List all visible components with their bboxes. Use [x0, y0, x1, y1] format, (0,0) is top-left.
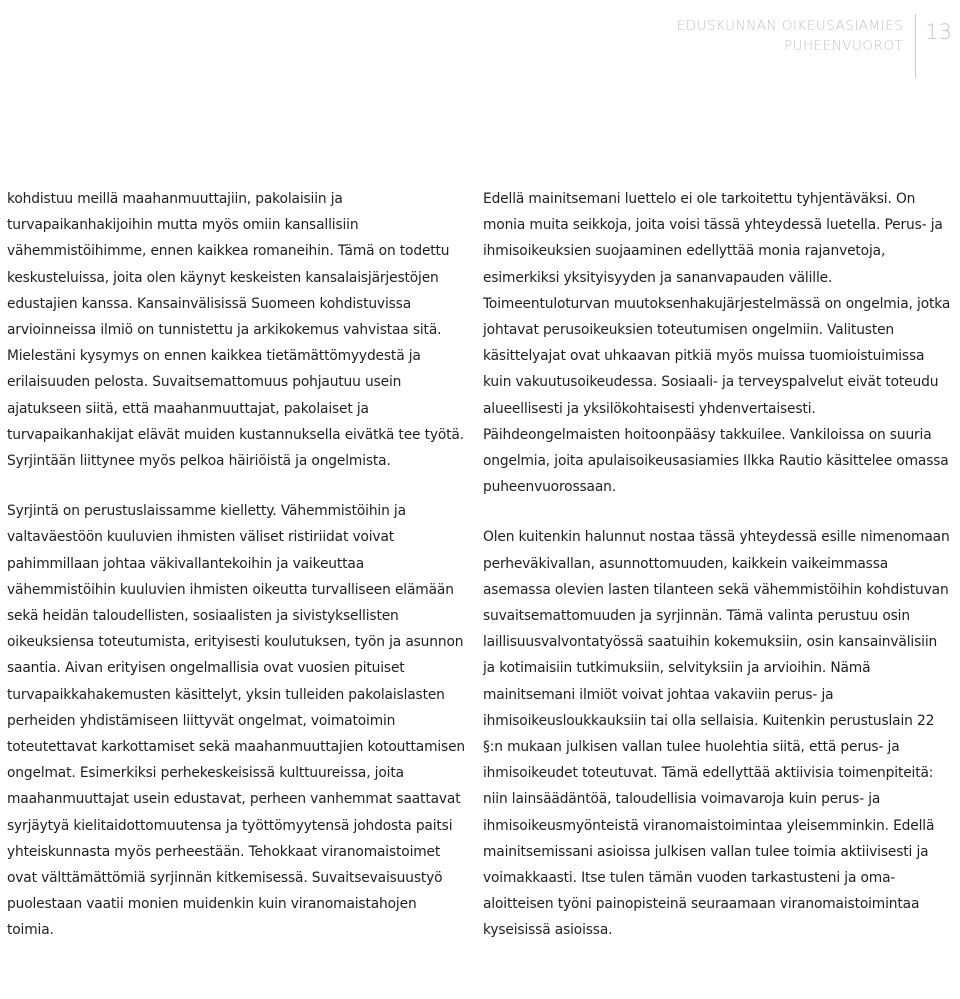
running-header [677, 14, 917, 78]
right-paragraph-2: Olen kuitenkin halunnut nostaa tässä yhteydessä esille nimenomaan perheväkivallan, asunnottomuuden, kaikkein vaikeimmassa asemassa olevien lasten tilanteen sekä vähemmistöihin kohdistuvan suvaitsemattomuuden ja syrjinnän. Tämä valinta perustuu osin laillisuusvalvontatyössä saatuihin kokemuksiin, osin kansainvälisiin ja kotimaisiin tutkimuksiin, selvityksiin ja arvioihin. Nämä mainitsemani ilmiöt voivat johtaa vakaviin perus- ja ihmisoikeusloukkauksiin tai olla sellaisia. Kuitenkin perustuslain 22 §:n mukaan julkisen vallan tulee huolehtia siitä, että perus- ja ihmisoikeudet toteutuvat. Tämä edellyttää aktiivisia toimenpiteitä: niin lainsäädäntöä, taloudellisia voimavaroja kuin perus- ja ihmisoikeusmyönteistä viranomaistoimintaa yleisemminkin. Edellä mainitsemissani asioissa julkisen vallan tulee toimia aktiivisesti ja voimakkaasti. Itse tulen tämän vuoden tarkastusteni ja oma-aloitteisen työni painopisteinä seuraamaan viranomaistoimintaa kyseisissä asioissa. [483, 529, 950, 939]
left-paragraph-2: Syrjintä on perustuslaissamme kielletty. Vähemmistöihin ja valtaväestöön kuuluvien ihmisten väliset ristiriidat voivat pahimmillaan johtaa väkivallantekoihin ja vaikeuttaa vähemmistöihin kuuluvien ihmisten oikeutta turvalliseen elämään sekä heidän taloudellisten, sosiaalisten ja sivistyksellisten oikeuksiensa toteutumista, erityisesti koulutuksen, työn ja asunnon saantia. Aivan erityisen ongelmallisia ovat vuosien pituiset turvapaikkahakemusten käsittelyt, yksin tulleiden pakolaislasten perheiden yhdistämiseen liittyvät ongelmat, voimatoimin toteutettavat karkottamiset sekä maahanmuuttajien kotouttamisen ongelmat. Esimerkiksi perhekeskeisissä kulttuureissa, joita maahanmuuttajat usein edustavat, perheen vanhemmat saattavat syrjäytyä kielitaidottomuutensa ja työttömyytensä johdosta paitsi yhteiskunnasta myös perheestään. Tehokkaat viranomaistoimet ovat välttämättömiä syrjinnän kitkemisessä. Suvaitsevaisuustyö puolestaan vaatii monien muidenkin kuin viranomaistahojen toimia. [7, 503, 466, 939]
page-number: 13 [925, 20, 952, 44]
page-header [677, 14, 952, 78]
publication-title: EDUSKUNNAN OIKEUSASIAMIES [676, 18, 904, 34]
section-title: PUHEENVUOROT [783, 38, 904, 54]
left-text-column [7, 186, 467, 968]
right-text-column [483, 186, 953, 968]
left-paragraph-1: kohdistuu meillä maahanmuuttajiin, pakolaisiin ja turvapaikanhakijoihin mutta myös omiin kansallisiin vähemmistöihimme, ennen kaikkea romaneihin. Tämä on todettu keskusteluissa, joita olen käynyt keskeisten kansalaisjärjestöjen edustajien kanssa. Kansainvälisissä Suomeen kohdistuvissa arvioinneissa ilmiö on tunnistettu ja arkikokemus vahvistaa sitä. Mielestäni kysymys on ennen kaikkea tietämättömyydestä ja erilaisuuden pelosta. Suvaitsemattomuus pohjautuu usein ajatukseen siitä, että maahanmuuttajat, pakolaiset ja turvapaikanhakijat elävät muiden kustannuksella eivätkä tee työtä. Syrjintään liittynee myös pelkoa häiriöistä ja ongelmista. [7, 191, 464, 470]
right-paragraph-1: Edellä mainitsemani luettelo ei ole tarkoitettu tyhjentäväksi. On monia muita seikkoja, joita voisi tässä yhteydessä luetella. Perus- ja ihmisoikeuksien suojaaminen edellyttää monia rajanvetoja, esimerkiksi yksityisyyden ja sananvapauden välille. Toimeentuloturvan muutoksenhakujärjestelmässä on ongelmia, jotka johtavat perusoikeuksien toteutumisen ongelmiin. Valitusten käsittelyajat ovat uhkaavan pitkiä myös muissa tuomioistuimissa kuin vakuutusoikeudessa. Sosiaali- ja terveyspalvelut eivät toteudu alueellisesti ja yksilökohtaisesti yhdenvertaisesti. Päihdeongelmaisten hoitoonpääsy takkuilee. Vankiloissa on suuria ongelmia, joita apulaisoikeusasiamies Ilkka Rautio käsittelee omassa puheenvuorossaan. [483, 191, 951, 496]
